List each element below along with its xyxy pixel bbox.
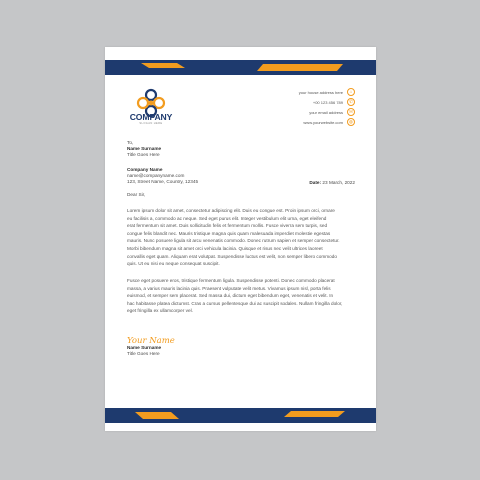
paragraph-line: eget fringilla ex ullamcorper vel. — [127, 308, 193, 314]
contact-website-text: www.yourwebsite.com — [303, 119, 343, 125]
signature-name: Name Surname — [127, 345, 162, 350]
greeting: Dear Sir, — [127, 192, 146, 197]
contact-address — [215, 87, 355, 97]
signature-title: Title Goes Here — [127, 351, 160, 357]
phone-icon: ✆ — [347, 98, 355, 106]
date-field — [309, 180, 355, 185]
contact-list — [215, 87, 355, 127]
paragraph-line: Lorem ipsum dolor sit amet, consectetur adipiscing elit. Duis eu congue est. Proin ipsum orci, ornare — [127, 208, 335, 213]
footer-band — [105, 408, 376, 423]
paragraph-line: massa, a varius mauris lacinia quis. Praesent vulputate velit metus. Vivamus ipsum nisl, porta felis — [127, 285, 331, 291]
paragraph-line: Morbi bibendum magna sit amet orci vehicula lacinia. Quisque et risus nec velit ultrices laoreet — [127, 245, 323, 251]
paragraph-line: erat fermentum sit amet. Duis sollicitudin felis et fermentum mollis. Fusce viverra sem turpis, sed — [127, 223, 328, 229]
date-value: 23 March, 2022 — [322, 180, 355, 185]
contact-website — [215, 117, 355, 127]
contact-email-text: your email address — [309, 109, 343, 115]
logo-company-name: COMPANY — [129, 112, 173, 122]
paragraph-line: mauris. Nunc posuere ligula sit arcu venenatis commodo. Donec rutrum sapien et semper consectetur. — [127, 238, 340, 244]
paragraph-line: congue felis blandit nec. Mauris tristique magna quis quam malesuada imperdiet molestie egestas — [127, 230, 331, 236]
recipient-title: Title Goes Here — [127, 152, 160, 158]
paragraph-line: convallis eget quam. Aliquam erat volutpat. Suspendisse luctus est velit, non semper libero commodo — [127, 253, 338, 259]
logo-slogan: SLOGAN HERE — [139, 122, 163, 125]
body-paragraph-2 — [127, 277, 355, 315]
to-label: To, — [127, 140, 134, 145]
company-email: name@companyname.com — [127, 173, 185, 179]
contact-phone — [215, 97, 355, 107]
recipient-block — [127, 140, 161, 159]
signature-script: Your Name — [127, 336, 175, 346]
signature-block — [127, 345, 161, 357]
recipient-name: Name Surname — [127, 146, 162, 152]
company-address: 123, Street Name, Country, 12345 — [127, 179, 199, 185]
globe-icon: ◍ — [347, 118, 355, 126]
company-block — [127, 167, 198, 186]
contact-address-text: your house address here — [298, 89, 343, 95]
body-paragraph-1 — [127, 207, 355, 268]
paragraph-line: quis. Ut eu nisi eu neque consequat suscipit. — [127, 261, 220, 267]
header-band — [105, 60, 376, 75]
date-label: Date: — [309, 180, 322, 185]
paragraph-line: hac habitasse platea dictumst. Cras a cursus pellentesque dui ac suscipit sodales. Nullam fringilla dolor, — [127, 300, 343, 306]
contact-phone-text: +00 123 456 789 — [312, 99, 343, 105]
company-name: Company Name — [127, 167, 163, 172]
paragraph-line: eu facilisis a, commodo ac neque. Sed eget purus elit. Integer vestibulum elit urna, eget eleifend — [127, 215, 327, 221]
contact-email — [215, 107, 355, 117]
email-icon: ✉ — [347, 108, 355, 116]
paragraph-line: Fusce eget posuere eros, tristique fermentum ligula. Suspendisse potenti. Donec commodo placerat — [127, 278, 335, 283]
letterhead-page — [105, 47, 376, 431]
paragraph-line: euismod, et semper sem placerat. Sed massa dui, dictum eget bibendum eget, venenatis et velit. In — [127, 293, 334, 299]
home-icon: ⌂ — [347, 88, 355, 96]
company-logo — [126, 88, 176, 138]
